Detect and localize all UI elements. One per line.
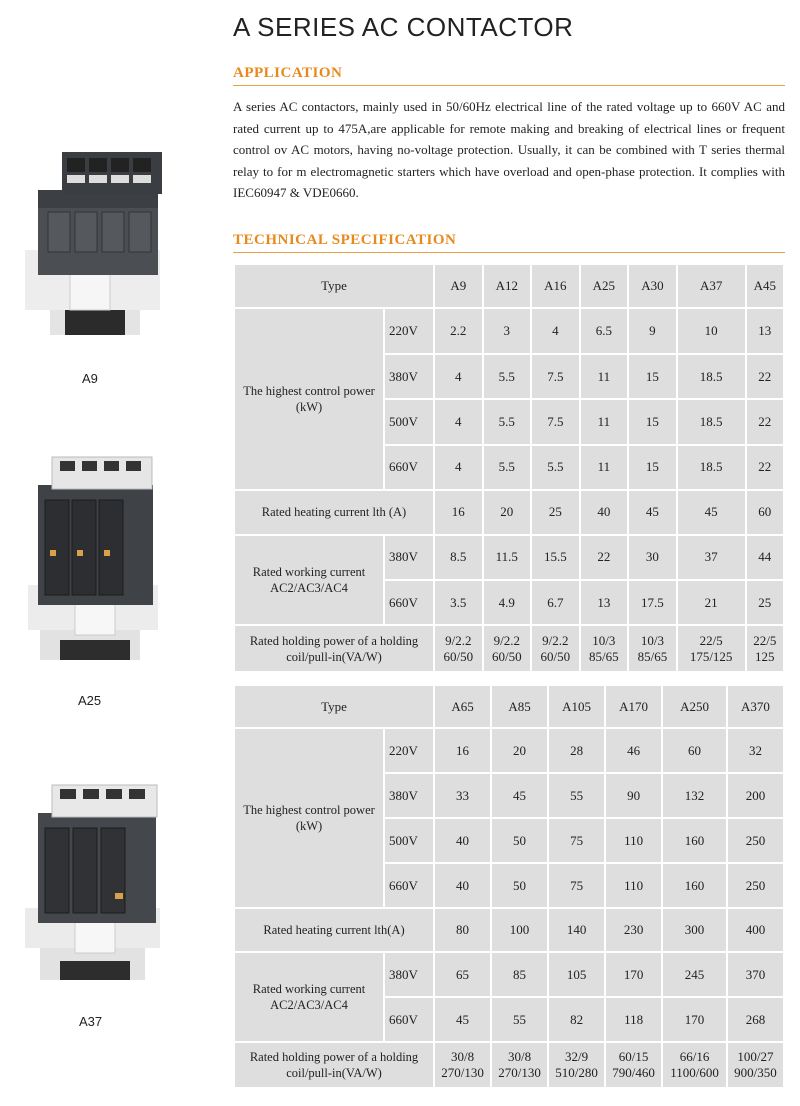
holding-cell: 9/2.2 60/50 xyxy=(435,626,482,671)
table-row xyxy=(235,686,783,727)
voltage-cell: 380V xyxy=(385,774,433,817)
value-cell: 45 xyxy=(629,491,676,533)
contactor-a9-image xyxy=(20,150,165,340)
holding-cell: 32/9 510/280 xyxy=(549,1043,604,1087)
value-cell: 44 xyxy=(747,536,783,579)
holding-cell: 9/2.2 60/50 xyxy=(532,626,579,671)
value-cell: 90 xyxy=(606,774,661,817)
power-label: The highest control power (kW) xyxy=(235,309,383,489)
value-cell: 82 xyxy=(549,998,604,1041)
value-cell: 230 xyxy=(606,909,661,951)
value-cell: 32 xyxy=(728,729,783,772)
contactor-a37-image xyxy=(20,783,165,983)
type-label: Type xyxy=(235,686,433,727)
contactor-a25-image xyxy=(20,455,165,665)
value-cell: 40 xyxy=(581,491,628,533)
value-cell: 11 xyxy=(581,446,628,489)
model-cell: A9 xyxy=(435,265,482,307)
value-cell: 28 xyxy=(549,729,604,772)
value-cell: 100 xyxy=(492,909,547,951)
holding-label: Rated holding power of a holding coil/pull-in(VA/W) xyxy=(235,626,433,671)
working-label: Rated working current AC2/AC3/AC4 xyxy=(235,536,383,625)
spec-table-2 xyxy=(233,684,785,1089)
value-cell: 80 xyxy=(435,909,490,951)
value-cell: 15 xyxy=(629,446,676,489)
value-cell: 5.5 xyxy=(532,446,579,489)
value-cell: 60 xyxy=(663,729,726,772)
value-cell: 18.5 xyxy=(678,446,745,489)
voltage-cell: 660V xyxy=(385,446,433,489)
spec-rule xyxy=(233,252,785,253)
value-cell: 105 xyxy=(549,953,604,996)
value-cell: 50 xyxy=(492,864,547,907)
value-cell: 22 xyxy=(747,446,783,489)
voltage-cell: 220V xyxy=(385,309,433,352)
value-cell: 18.5 xyxy=(678,355,745,398)
power-label: The highest control power (kW) xyxy=(235,729,383,907)
table-row xyxy=(235,536,783,579)
value-cell: 200 xyxy=(728,774,783,817)
holding-cell: 22/5 175/125 xyxy=(678,626,745,671)
value-cell: 8.5 xyxy=(435,536,482,579)
value-cell: 13 xyxy=(581,581,628,624)
table-row xyxy=(235,265,783,307)
heating-label: Rated heating current lth (A) xyxy=(235,491,433,533)
model-cell: A250 xyxy=(663,686,726,727)
value-cell: 118 xyxy=(606,998,661,1041)
value-cell: 6.5 xyxy=(581,309,628,352)
value-cell: 45 xyxy=(678,491,745,533)
value-cell: 22 xyxy=(581,536,628,579)
voltage-cell: 220V xyxy=(385,729,433,772)
voltage-cell: 660V xyxy=(385,864,433,907)
value-cell: 40 xyxy=(435,864,490,907)
value-cell: 3 xyxy=(484,309,531,352)
value-cell: 18.5 xyxy=(678,400,745,443)
value-cell: 60 xyxy=(747,491,783,533)
value-cell: 10 xyxy=(678,309,745,352)
value-cell: 40 xyxy=(435,819,490,862)
value-cell: 7.5 xyxy=(532,355,579,398)
voltage-cell: 500V xyxy=(385,819,433,862)
value-cell: 25 xyxy=(747,581,783,624)
value-cell: 4 xyxy=(435,355,482,398)
value-cell: 13 xyxy=(747,309,783,352)
voltage-cell: 380V xyxy=(385,355,433,398)
holding-cell: 30/8 270/130 xyxy=(435,1043,490,1087)
voltage-cell: 660V xyxy=(385,581,433,624)
value-cell: 75 xyxy=(549,864,604,907)
value-cell: 11.5 xyxy=(484,536,531,579)
spec-heading: TECHNICAL SPECIFICATION xyxy=(233,232,457,248)
value-cell: 5.5 xyxy=(484,355,531,398)
value-cell: 6.7 xyxy=(532,581,579,624)
table-row xyxy=(235,1043,783,1087)
holding-cell: 9/2.2 60/50 xyxy=(484,626,531,671)
holding-cell: 100/27 900/350 xyxy=(728,1043,783,1087)
model-cell: A370 xyxy=(728,686,783,727)
value-cell: 55 xyxy=(549,774,604,817)
product-label-a37: A37 xyxy=(79,1014,103,1029)
value-cell: 11 xyxy=(581,355,628,398)
value-cell: 15 xyxy=(629,355,676,398)
application-text: A series AC contactors, mainly used in 50/60Hz electrical line of the rated voltage up to 660V AC and rated current up to 475A,are applicable for remote making and breaking of electrical lines or frequent control ov AC motors, having no-voltage protection. Usually, it can be combined with T series thermal relay to for m electromagnetic starters which have overload and open-phase protection. It complies with IEC60947 & VDE0660. xyxy=(233,99,785,200)
table-row xyxy=(235,309,783,352)
application-rule xyxy=(233,85,785,86)
holding-cell: 30/8 270/130 xyxy=(492,1043,547,1087)
value-cell: 268 xyxy=(728,998,783,1041)
value-cell: 22 xyxy=(747,355,783,398)
value-cell: 140 xyxy=(549,909,604,951)
value-cell: 16 xyxy=(435,491,482,533)
value-cell: 132 xyxy=(663,774,726,817)
value-cell: 9 xyxy=(629,309,676,352)
model-cell: A170 xyxy=(606,686,661,727)
table-row xyxy=(235,953,783,996)
value-cell: 250 xyxy=(728,864,783,907)
value-cell: 30 xyxy=(629,536,676,579)
model-cell: A65 xyxy=(435,686,490,727)
voltage-cell: 380V xyxy=(385,536,433,579)
model-cell: A85 xyxy=(492,686,547,727)
value-cell: 15.5 xyxy=(532,536,579,579)
spec-table-1 xyxy=(233,263,785,673)
value-cell: 37 xyxy=(678,536,745,579)
value-cell: 25 xyxy=(532,491,579,533)
value-cell: 46 xyxy=(606,729,661,772)
application-heading: APPLICATION xyxy=(233,65,343,81)
value-cell: 4 xyxy=(532,309,579,352)
table-row xyxy=(235,626,783,671)
value-cell: 160 xyxy=(663,819,726,862)
voltage-cell: 500V xyxy=(385,400,433,443)
value-cell: 50 xyxy=(492,819,547,862)
type-label: Type xyxy=(235,265,433,307)
value-cell: 370 xyxy=(728,953,783,996)
value-cell: 15 xyxy=(629,400,676,443)
value-cell: 2.2 xyxy=(435,309,482,352)
holding-cell: 66/16 1100/600 xyxy=(663,1043,726,1087)
value-cell: 22 xyxy=(747,400,783,443)
value-cell: 3.5 xyxy=(435,581,482,624)
product-label-a25: A25 xyxy=(78,693,102,708)
holding-cell: 10/3 85/65 xyxy=(629,626,676,671)
model-cell: A105 xyxy=(549,686,604,727)
holding-label: Rated holding power of a holding coil/pull-in(VA/W) xyxy=(235,1043,433,1087)
heating-label: Rated heating current lth(A) xyxy=(235,909,433,951)
voltage-cell: 380V xyxy=(385,953,433,996)
model-cell: A16 xyxy=(532,265,579,307)
value-cell: 65 xyxy=(435,953,490,996)
holding-cell: 60/15 790/460 xyxy=(606,1043,661,1087)
value-cell: 110 xyxy=(606,864,661,907)
value-cell: 250 xyxy=(728,819,783,862)
model-cell: A45 xyxy=(747,265,783,307)
value-cell: 45 xyxy=(435,998,490,1041)
value-cell: 20 xyxy=(492,729,547,772)
value-cell: 4.9 xyxy=(484,581,531,624)
model-cell: A30 xyxy=(629,265,676,307)
value-cell: 4 xyxy=(435,446,482,489)
voltage-cell: 660V xyxy=(385,998,433,1041)
value-cell: 110 xyxy=(606,819,661,862)
value-cell: 75 xyxy=(549,819,604,862)
value-cell: 85 xyxy=(492,953,547,996)
value-cell: 4 xyxy=(435,400,482,443)
value-cell: 170 xyxy=(606,953,661,996)
working-label: Rated working current AC2/AC3/AC4 xyxy=(235,953,383,1041)
table-row xyxy=(235,729,783,772)
value-cell: 11 xyxy=(581,400,628,443)
holding-cell: 22/5 125 xyxy=(747,626,783,671)
model-cell: A37 xyxy=(678,265,745,307)
value-cell: 16 xyxy=(435,729,490,772)
value-cell: 17.5 xyxy=(629,581,676,624)
value-cell: 33 xyxy=(435,774,490,817)
value-cell: 20 xyxy=(484,491,531,533)
page-title: A SERIES AC CONTACTOR xyxy=(233,12,574,42)
model-cell: A25 xyxy=(581,265,628,307)
value-cell: 45 xyxy=(492,774,547,817)
table-row xyxy=(235,491,783,533)
value-cell: 7.5 xyxy=(532,400,579,443)
table-row xyxy=(235,909,783,951)
value-cell: 160 xyxy=(663,864,726,907)
model-cell: A12 xyxy=(484,265,531,307)
holding-cell: 10/3 85/65 xyxy=(581,626,628,671)
product-label-a9: A9 xyxy=(82,371,98,386)
value-cell: 55 xyxy=(492,998,547,1041)
value-cell: 21 xyxy=(678,581,745,624)
value-cell: 5.5 xyxy=(484,446,531,489)
value-cell: 400 xyxy=(728,909,783,951)
value-cell: 245 xyxy=(663,953,726,996)
value-cell: 5.5 xyxy=(484,400,531,443)
value-cell: 170 xyxy=(663,998,726,1041)
value-cell: 300 xyxy=(663,909,726,951)
